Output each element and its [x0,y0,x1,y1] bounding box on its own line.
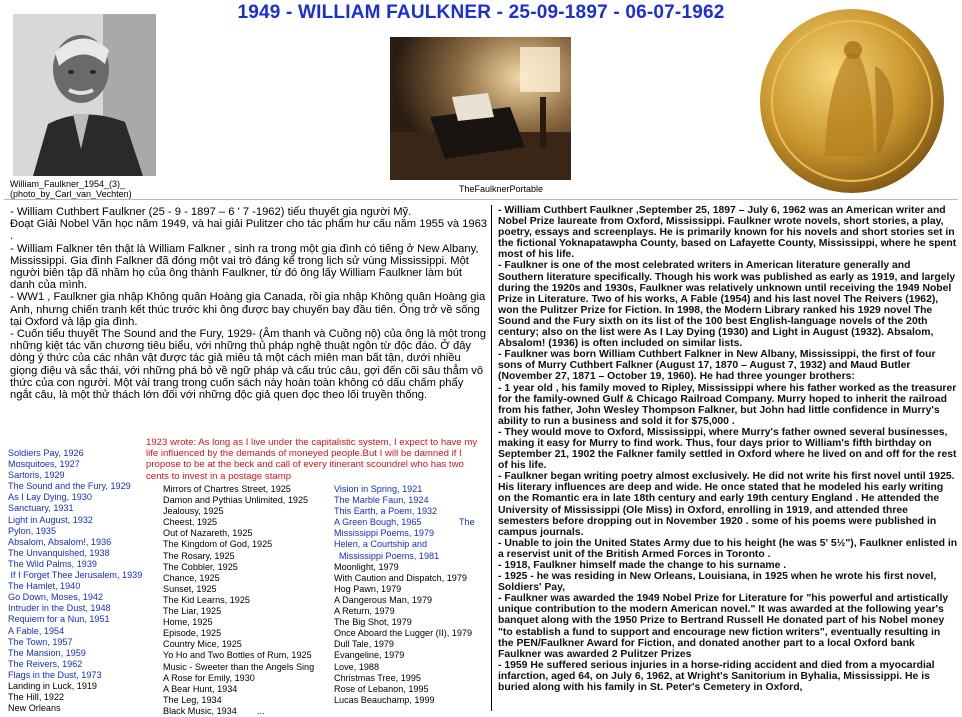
work-item: The Wild Palms, 1939 [8,558,97,569]
faulkner-quote: 1923 wrote: As long as I live under the capitalistic system, I expect to have my life influenced by the demands of moneyed people.But I will be damned if I propose to be at the beck and call of every itinerant scoundrel who has two cents to invest in a postage stamp [146,437,478,482]
work-item: Home, 1925 [163,617,213,628]
column-divider [491,205,492,711]
typewriter-caption: TheFaulknerPortable [459,184,544,194]
work-item: Black Music, 1934 ... [163,705,265,716]
work-item: Vision in Spring, 1921 [334,484,423,494]
portrait-caption-line-2: (photo_by_Carl_van_Vechten) [10,189,132,199]
viet-paragraph: Đoạt Giải Nobel Văn học năm 1949, và hai giải Pulitzer cho tác phẩm hư cấu năm 1955 và 1963 . [10,218,488,243]
work-item: Mirrors of Chartres Street, 1925 [163,484,291,494]
stray-label: The [459,517,475,527]
english-biography [498,205,958,693]
work-item: The Liar, 1925 [163,606,222,617]
works-column-stories [163,484,314,717]
works-column-novels [8,448,142,714]
work-item: Hog Pawn, 1979 [334,583,402,594]
portrait-caption-line-1: William_Faulkner_1954_(3)_ [10,179,126,189]
english-paragraph: - 1925 - he was residing in New Orleans, Louisiana, in 1925 when he wrote his first novel, Soldiers' Pay, [498,571,937,594]
work-item: Intruder in the Dust, 1948 [8,603,111,614]
work-item: A Rose for Emily, 1930 [163,672,255,683]
portrait-caption [10,179,132,199]
work-item: The Kid Learns, 1925 [163,594,250,605]
work-item: The Leg, 1934 [163,694,222,705]
work-item: Sunset, 1925 [163,583,217,594]
english-paragraph: - They would move to Oxford, Mississippi, where Murry's father owned several businesses, making it easy for Murry to find work. Thus, four days prior to William's fifth birthday on September 21, 1902 the Falkner family settled in Oxford where he lived on and off for the rest of his life. [498,426,957,472]
work-item: Helen, a Courtship and [334,539,428,550]
section-divider [4,199,958,200]
work-item: Christmas Tree, 1995 [334,672,421,683]
work-item: Damon and Pythias Unlimited, 1925 [163,495,309,506]
work-item: The Rosary, 1925 [163,550,235,561]
work-item: Out of Nazareth, 1925 [163,528,253,539]
work-item: As I Lay Dying, 1930 [8,492,92,503]
work-item: Chance, 1925 [163,572,220,583]
work-item: The Hill, 1922 [8,692,65,703]
work-item: Soldiers Pay, 1926 [8,448,84,458]
work-item: Evangeline, 1979 [334,650,405,661]
viet-paragraph: - William Falkner tên thật là William Falkner , sinh ra trong một gia đình có tiếng ở New Albany, Mississippi. Gia đình Falkner đã đóng một vai trò đáng kể trong lịch sử vùng Mississippi. Một người biên tập đã nhầm họ của ông thành Faulkner, từ đó ông lấy William Faulkner làm bút danh của mình. [10,242,479,292]
work-item: The Unvanquished, 1938 [8,547,110,558]
work-item: With Caution and Dispatch, 1979 [334,572,467,583]
work-item: A Bear Hunt, 1934 [163,683,238,694]
work-item: Landing in Luck, 1919 [8,680,97,691]
work-item: The Cobbler, 1925 [163,561,238,572]
viet-paragraph: - William Cuthbert Faulkner (25 - 9 - 1897 – 6 ' 7 -1962) tiểu thuyết gia người Mỹ. [10,206,412,218]
work-item: Music - Sweeter than the Angels Sing [163,661,315,672]
english-paragraph: - William Cuthbert Faulkner ,September 25, 1897 – July 6, 1962 was an American writer and Nobel Prize laureate from Oxford, Mississippi. Faulkner wrote novels, short stories, a play, poetry, essays and screenplays. He is primarily known for his novels and short stories set in the fictional Yoknapatawpha County, based on Lafayette County, Mississippi, where he spent most of his life. [498,205,957,261]
work-item: Episode, 1925 [163,628,222,639]
nobel-medal [755,6,949,196]
work-item: Go Down, Moses, 1942 [8,592,104,603]
work-item: The Marble Faun, 1924 [334,495,429,506]
english-paragraph: - 1959 He suffered serious injuries in a horse-riding accident and died from a myocardial infarction, aged 64, on July 6, 1962, at Wright's Sanitorium in Byhalia, Mississippi. He is buried along with his family in St. Peter's Cemetery in Oxford, [498,659,935,694]
english-paragraph: - Faulkner began writing poetry almost exclusively. He did not write his first novel until 1925. His literary influences are deep and wide. He once stated that he modeled his early writing on the Romantic era in late 18th century and early 19th century England . He attended the University of Mississippi (Ole Miss) in Oxford, enrolling in 1919, and attended three semesters before dropping out in November 1920 . some of his poems were published in campus journals. [498,471,955,538]
work-item: The Kingdom of God, 1925 [163,539,273,550]
viet-paragraph: - WW1 , Faulkner gia nhập Không quân Hoàng gia Canada, rồi gia nhập Không quân Hoàng gia Anh, nhưng chiến tranh kết thúc trước khi ông được bay chuyến bay đầu tiên. Ông trở về sống tại Oxford và lập gia đình. [10,291,486,328]
work-item: Mississippi Poems, 1979 [334,528,435,539]
work-item: Once Aboard the Lugger (II), 1979 [334,628,473,639]
work-item: This Earth, a Poem, 1932 [334,506,438,517]
work-item: Dull Tale, 1979 [334,639,394,650]
english-paragraph: - Faulkner is one of the most celebrated writers in American literature generally and Southern literature specifically. Though his work was published as early as 1919, and largely during the 1920s and 1930s, Faulkner was relatively unknown until receiving the 1949 Nobel Prize in Literature. Two of his works, A Fable (1954) and his last novel The Reivers (1962), won the Pulitzer Prize for Fiction. In 1998, the Modern Library ranked his 1929 novel The Sound and the Fury sixth on its list of the 100 best English-language novels of the 20th century; also on the list were As I Lay Dying (1930) and Light in August (1932). Absalom, Absalom! (1936) is often included on similar lists. [498,260,956,350]
work-item: The Reivers, 1962 [8,658,83,669]
work-item: A Green Bough, 1965 [334,517,422,528]
english-paragraph: - 1918, Faulkner himself made the change to his surname . [498,560,787,571]
work-item: The Hamlet, 1940 [8,581,81,592]
english-paragraph: - Unable to join the United States Army due to his height (he was 5' 5½"), Faulkner enlisted in a reservist unit of the British Armed Forces in Toronto . [498,537,958,560]
typewriter-photo [390,37,571,180]
work-item: Jealousy, 1925 [163,506,224,517]
work-item: Flags in the Dust, 1973 [8,669,102,680]
work-item: Lucas Beauchamp, 1999 [334,694,435,705]
work-item: If I Forget Thee Jerusalem, 1939 [8,570,143,581]
work-item: Rose of Lebanon, 1995 [334,683,429,694]
viet-paragraph: - Cuốn tiểu thuyết The Sound and the Fury, 1929- (Âm thanh và Cuồng nộ) của ông là một trong những kiệt tác văn chương tiêu biểu, với những thủ pháp nghệ thuật ngôn từ độc đáo. Ở đây dòng ý thức của các nhân vật được tác giả miêu tả một cách miên man bất tận, dưới nhiều giọng điệu và sắc thái, với những phá bỏ về ngữ pháp và cấu trúc câu, gợi đến cõi sâu thẳm vô thức của con người. Một vài trang trong cuốn sách này hoàn toàn không có dấu chấm phẩy ngắt câu, là một thử thách lớn đối với những độc giả quen đọc theo lối truyền thống. [10,328,486,402]
work-item: A Fable, 1954 [8,625,65,636]
work-item: Mississippi Poems, 1981 [334,550,440,561]
work-item: Light in August, 1932 [8,514,93,525]
work-item: Absalom, Absalom!, 1936 [8,536,112,547]
work-item: A Return, 1979 [334,606,395,617]
english-paragraph: - 1 year old , his family moved to Ripley, Mississippi where his father worked as the treasurer for the family-owned Gulf & Chicago Railroad Company. Murry hoped to inherit the railroad from his father, John Wesley Thompson Falkner, but John had little confidence in Murry's ability to run a business and sold it for $75,000 . [498,382,957,427]
work-item: Mosquitoes, 1927 [8,459,80,470]
work-item: New Orleans [8,703,61,714]
work-item: Country Mice, 1925 [163,639,242,650]
work-item: The Mansion, 1959 [8,647,86,658]
work-item: Love, 1988 [334,661,380,672]
work-item: Yo Ho and Two Bottles of Rum, 1925 [163,650,312,661]
work-item: Cheest, 1925 [163,517,218,528]
work-item: A Dangerous Man, 1979 [334,594,433,605]
work-item: Requiem for a Nun, 1951 [8,614,110,625]
portrait-photo [13,14,156,176]
work-item: The Town, 1957 [8,636,73,647]
work-item: Pylon, 1935 [8,525,57,536]
vietnamese-biography [10,206,488,401]
english-paragraph: - Faulkner was awarded the 1949 Nobel Prize for Literature for "his powerful and artistically unique contribution to the modern American novel." It was awarded at the following year's banquet along with the 1950 Prize to Bertrand Russell He donated part of his Nobel money "to establish a fund to support and encourage new fiction writers", eventually resulting in the PEN/Faulkner Award for Fiction, and donated another part to a local Oxford bank Faulkner was awarded 2 Pulitzer Prizes [498,593,949,660]
work-item: Moonlight, 1979 [334,561,399,572]
work-item: Sanctuary, 1931 [8,503,74,514]
work-item: Sartoris, 1929 [8,470,65,481]
work-item: The Big Shot, 1979 [334,617,412,628]
page-title: 1949 - WILLIAM FAULKNER - 25-09-1897 - 06-07-1962 [237,2,725,23]
english-paragraph: - Faulkner was born William Cuthbert Falkner in New Albany, Mississippi, the first of four sons of Murry Cuthbert Falkner (August 17, 1870 – August 7, 1932) and Maud Butler (November 27, 1871 – October 19, 1960). He had three younger brothers: [498,349,936,383]
work-item: The Sound and the Fury, 1929 [8,481,131,492]
